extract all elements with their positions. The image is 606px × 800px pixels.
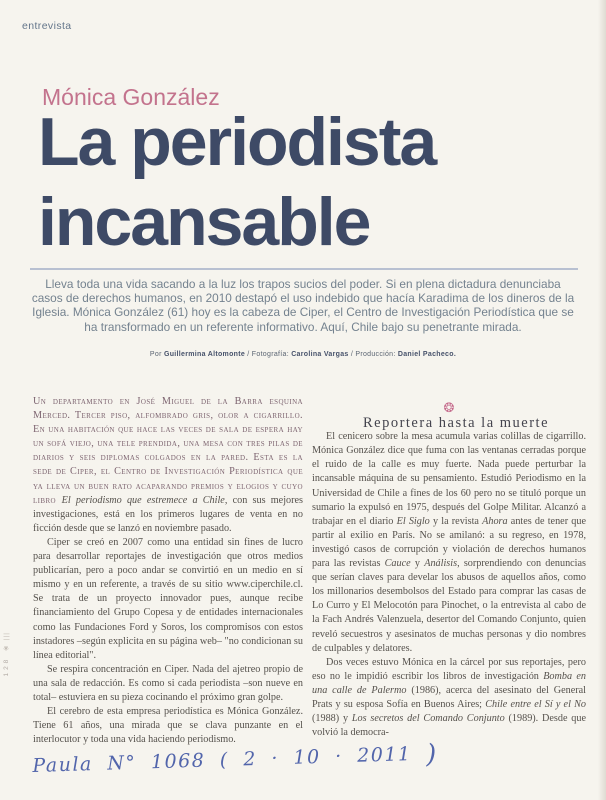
- handwritten-text: Paula N° 1068 ( 2 · 10 · 2011: [32, 743, 412, 777]
- left-paragraph-4: El cerebro de esta empresa periodística es Mónica González. Tiene 61 años, una mirada que se clava punzante en el interlocutor y toda una vida haciendo periodismo.: [33, 706, 303, 746]
- article-byline: Por Guillermina Altomonte / Fotografía: Carolina Vargas / Producción: Daniel Pacheco.: [149, 351, 457, 358]
- right-paragraph-2: Dos veces estuvo Mónica en la cárcel por sus reportajes, pero eso no le impidió escribir los libros de investigación Bomba en una calle de Palermo (1986), acerca del asesinato del General Prats y su esposa Sofía en Buenos Aires; Chile entre el Sí y el No (1988) y Los secretos del Comando Conjunto (1989). Desde que volvió la democra-: [312, 656, 587, 739]
- handwritten-paren: ): [425, 739, 437, 770]
- subsection-heading: Reportera hasta la muerte: [362, 415, 550, 432]
- article-headline: [38, 102, 435, 262]
- left-paragraph-1: Un departamento en José Miguel de la Barra esquina Merced. Tercer piso, alfombrado gris, olor a cigarrillo. En una habitación que hace las veces de sala de espera hay un sofá viejo, una tele prendida, una mesa con tres pilas de diarios y seis diplomas colgados en la pared. Esta es la sede de Ciper, el Centro de Investigación Periodística que ya lleva un buen rato acaparando premios y elogios y cuyo libro El periodismo que estremece a Chile, con sus mejores investigaciones, está en los primeros lugares de venta en no ficción desde que se lanzó en noviembre pasado.: [33, 396, 304, 534]
- article-kicker: Mónica González: [42, 84, 220, 110]
- body-column-left: [33, 395, 303, 747]
- folio-marks: ❀ |||: [3, 632, 10, 652]
- body-column-right: [312, 402, 586, 740]
- article-lede: Lleva toda una vida sacando a la luz los trapos sucios del poder. Si en plena dictadura denunciaba casos de derechos humanos, en 2010 destapó el uso indebido que hacía Karadima de los dineros de la Iglesia. Mónica González (61) hoy es la cabeza de Ciper, el Centro de Investigación Periodística que se ha transformado en un referente informativo. Aquí, Chile bajo su penetrante mirada.: [31, 277, 575, 334]
- page-margin-folio: [3, 632, 11, 677]
- headline-line1: La periodista: [38, 104, 436, 180]
- left-paragraph-3: Se respira concentración en Ciper. Nada del ajetreo propio de una sala de redacción. Es como si cada periodista –son nueve en total– estuviera en su pieza cocinando el próximo gran golpe.: [33, 663, 303, 703]
- folio-number: 128: [3, 656, 10, 677]
- right-paragraph-1: El cenicero sobre la mesa acumula varias colillas de cigarrillo. Mónica González dice que fuma con las ventanas cerradas porque el ruido de la calle es muy fuerte. Nada puede perturbar la incansable máquina de su pensamiento. Estudió Periodismo en la Universidad de Chile a fines de los 60 pero no se tituló porque un sumario la expulsó en 1975, después del Golpe Militar. Alcanzó a trabajar en el diario El Siglo y la revista Ahora antes de tener que partir al exilio en París. No se amilanó: a su regreso, en 1978, investigó casos de corrupción y violación de derechos humanos para las revistas Cauce y Análisis, sorprendiendo con denuncias que serían claves para develar los abusos de aquellos años, como los millonarios desembolsos del Estado para comprar las casas de Lo Curro y El Melocotón para Pinochet, o la entrevista al cabo de la Fach Andrés Valenzuela, desertor del Comando Conjunto, quien reveló secuestros y asesinatos de muchas personas y dio nombres de culpables y delatores.: [312, 431, 587, 654]
- section-label: entrevista: [22, 20, 72, 32]
- headline-line2: incansable: [38, 184, 370, 260]
- flower-dingbat-icon: ❂: [443, 401, 455, 416]
- left-paragraph-2: Ciper se creó en 2007 como una entidad sin fines de lucro para desarrollar reportajes de investigación que otros medios publicarían, pero a poco andar se convirtió en un medio en sí mismo y en un referente, a través de su sitio www.ciperchile.cl. Se trata de un proyecto innovador pues, aunque recibe financiamiento del Grupo Copesa y de entidades internacionales como las Fundaciones Ford y Soros, los compromisos con estos instadores –según explicita en su página web– "no condicionan su línea editorial".: [33, 536, 303, 661]
- header-divider-rule: [30, 268, 578, 270]
